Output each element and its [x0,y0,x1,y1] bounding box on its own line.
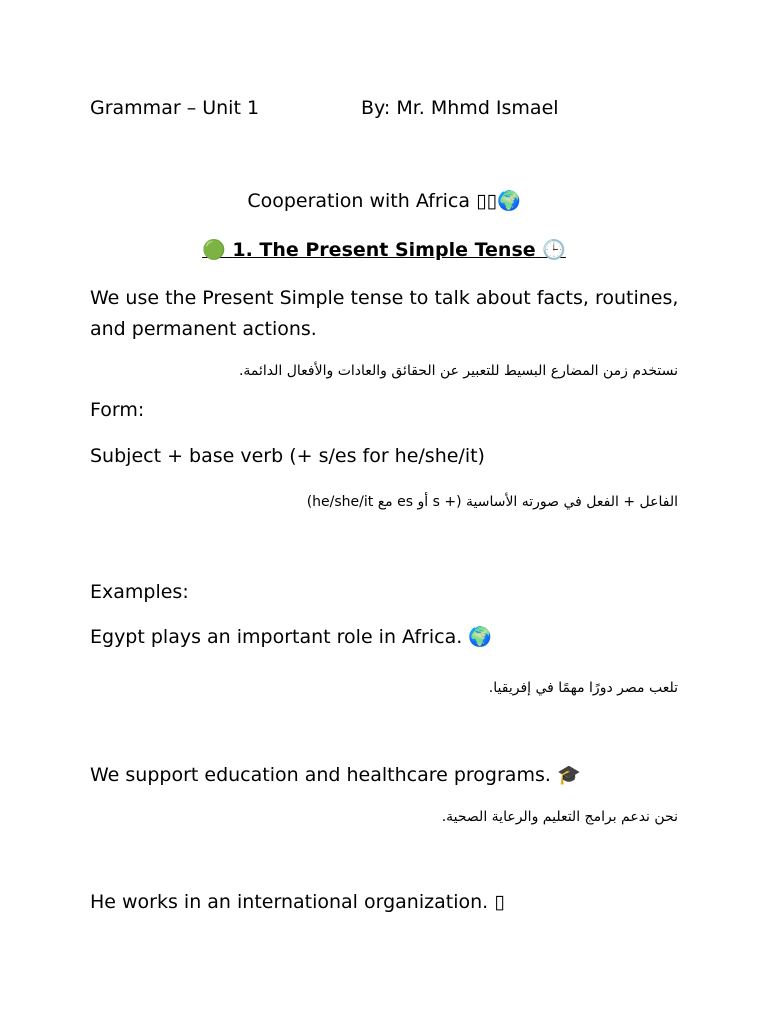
example-3-en [90,890,505,914]
globe-icon: ▯▯🌍 [476,190,521,212]
header-title: Grammar – Unit 1 [90,97,260,119]
example-1-en [90,625,492,649]
example-2-text: We support education and healthcare programs. [90,764,551,786]
examples-label: Examples: [90,581,189,603]
form-rule-ar: الفاعل + الفعل في صورته الأساسية (+ s أو es مع he/she/it) [306,494,678,510]
subtitle-text: Cooperation with Africa [247,190,471,212]
lesson-subtitle [0,189,768,213]
form-label: Form: [90,399,145,421]
definition-en: We use the Present Simple tense to talk about facts, routines, and permanent actions. [90,287,679,340]
header-author: By: Mr. Mhmd Ismael [361,97,559,119]
globe-icon: 🌍 [468,626,492,648]
definition-ar: نستخدم زمن المضارع البسيط للتعبير عن الحقائق والعادات والأفعال الدائمة. [238,363,678,379]
form-rule-en: Subject + base verb (+ s/es for he/she/it) [90,445,485,467]
example-1-text: Egypt plays an important role in Africa. [90,626,463,648]
example-3-text: He works in an international organization. [90,891,489,913]
example-1-ar: تلعب مصر دورًا مهمًا في إفريقيا. [488,680,678,696]
graduation-cap-icon: 🎓 [556,764,581,786]
section-heading [0,238,768,262]
section-title: 1. The Present Simple Tense [232,239,536,261]
circle-icon: 🟢 [202,239,226,261]
missing-glyph-icon: ▯ [494,891,505,913]
clock-icon: 🕒 [542,239,566,261]
example-2-ar: نحن ندعم برامج التعليم والرعاية الصحية. [441,809,678,825]
example-2-en [90,763,581,787]
